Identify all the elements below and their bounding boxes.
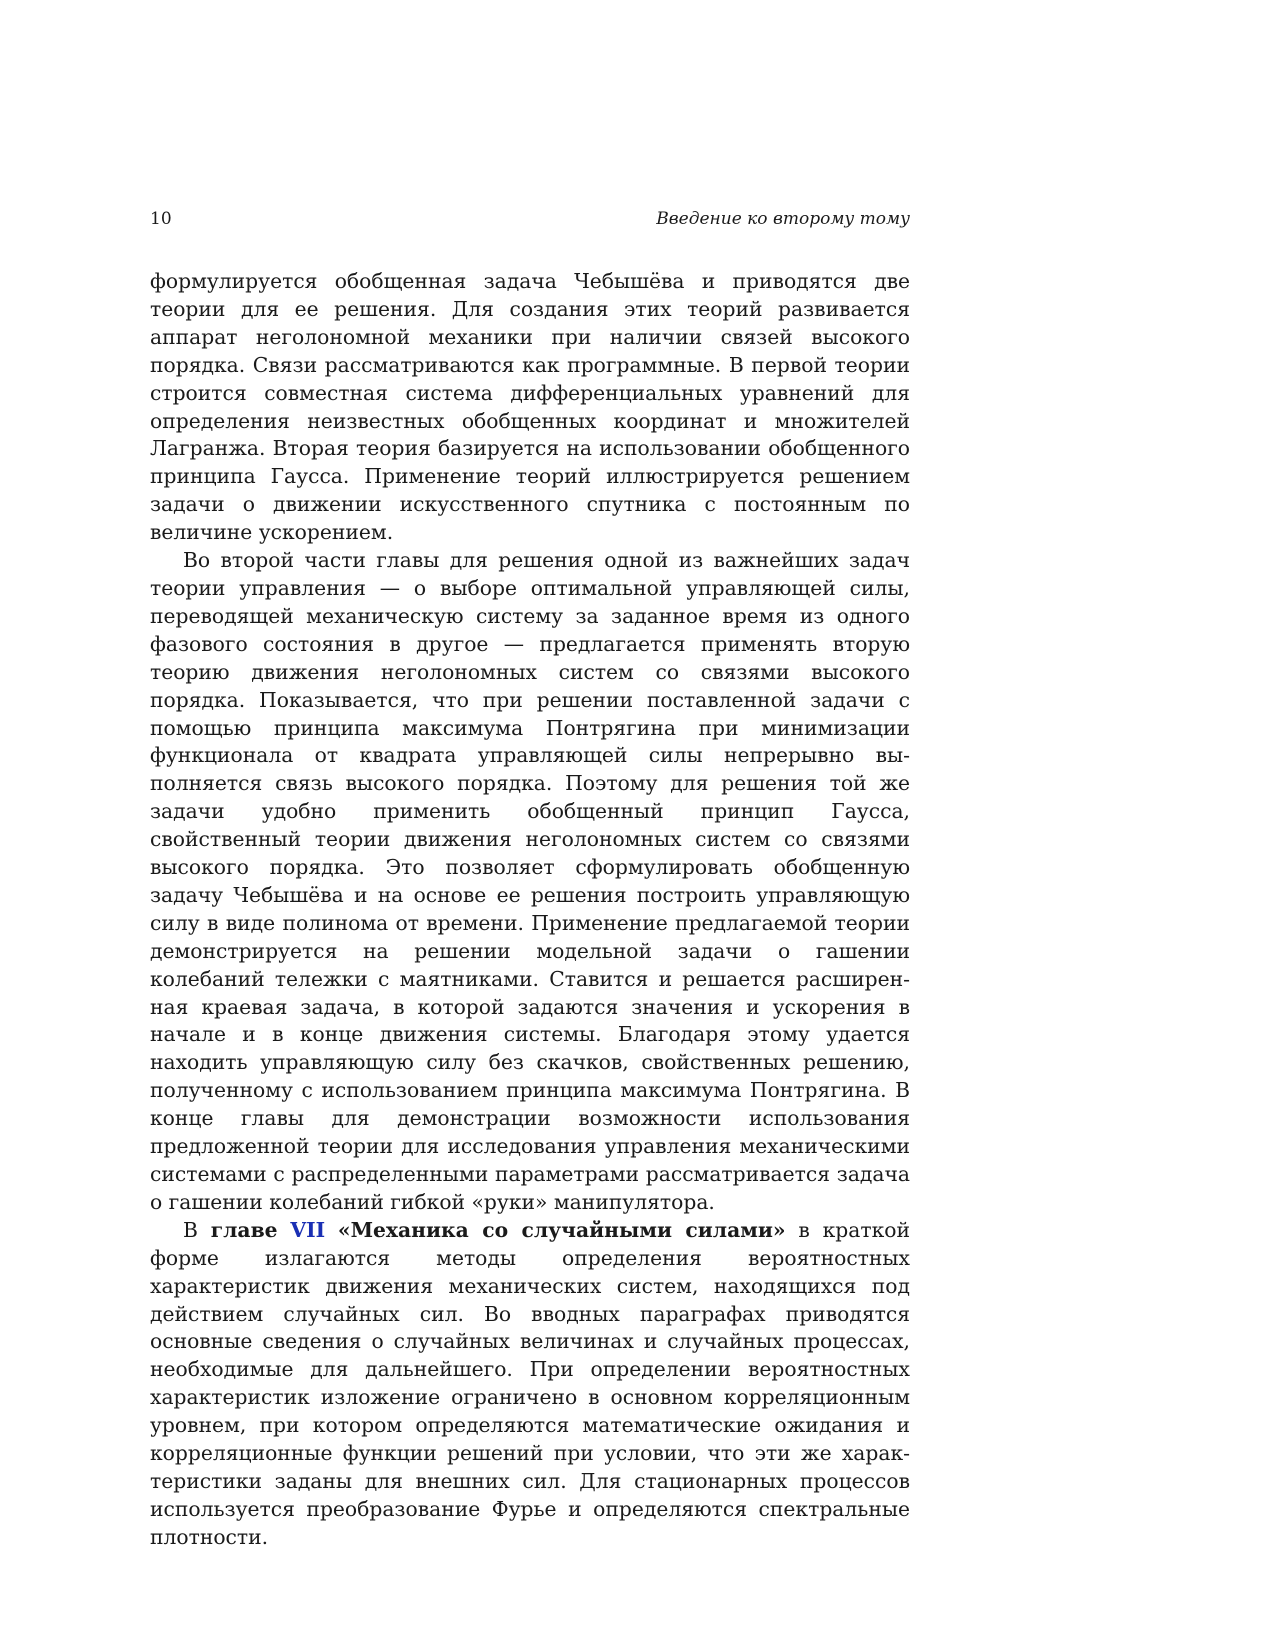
running-head	[150, 204, 910, 234]
paragraph-3	[150, 1217, 910, 1552]
chapter-word: главе	[210, 1217, 278, 1242]
running-title: Введение ко второму тому	[656, 209, 910, 229]
chapter-title: «Механика со случайными силами»	[337, 1217, 786, 1242]
page-number: 10	[150, 209, 172, 229]
paragraph-1: формулируется обобщенная задача Чебышёва и приводятся две теории для ее решения. Для создания этих теорий развивается аппарат неголономной механики при наличии связей высокого порядка. Связи рассматриваются как программные. В первой теории строится совместная система дифференциальных уравнений для определения неизвестных обобщенных координат и множителей Лагранжа. Вторая теория базируется на использовании обобщенного принципа Гаусса. Применение теорий иллюстрируется решением задачи о движении искусственного спутника с постоянным по величине ускорением.	[150, 269, 910, 545]
page	[150, 204, 910, 1552]
paragraph-2: Во второй части главы для решения одной из важнейших задач теории управления — о выборе оптимальной управляющей силы, переводящей механическую систему за заданное время из одного фазового состояния в другое — предлагается применять вторую теорию движения неголономных систем со связями высокого порядка. Показывается, что при решении поставленной задачи с помощью принципа максимума Понтрягина при минимизации функционала от квадрата управляющей силы непрерывно выполняется связь высокого порядка. Поэтому для решения той же задачи удобно применить обобщенный принцип Гаусса, свойственный теории движения неголономных систем со связями высокого порядка. Это позволяет сформулировать обобщенную задачу Чебышёва и на основе ее решения построить управляющую силу в виде полинома от времени. Применение предлагаемой теории демонстрируется на решении модельной задачи о гашении колебаний тележки с маятниками. Ставится и решается расширенная краевая задача, в которой задаются значения и ускорения в начале и в конце движения системы. Благодаря этому удается находить управляющую силу без скачков, свойственных решению, полученному с использованием принципа максимума Понтрягина. В конце главы для демонстрации возможности использования предложенной теории для исследования управления механическими системами с распределенными параметрами рассматривается задача о гашении колебаний гибкой «руки» манипулятора.	[150, 548, 910, 1214]
body-text	[150, 268, 910, 1552]
paragraph-3-text: в краткой форме излагаются методы определения вероятностных характеристик движения механических систем, находящихся под действием случайных сил. Во вводных параграфах приводятся основные сведения о случайных величинах и случайных процессах, необходимые для дальнейшего. При определении вероятностных характеристик изложение ограничено в основном корреляционным уровнем, при котором определяются математические ожидания и корреляционные функции решений при условии, что эти же характеристики заданы для внешних сил. Для стационарных процессов используется преобразование Фурье и определяются спектральные плотности.	[150, 1217, 910, 1549]
chapter-link[interactable]: VII	[290, 1217, 326, 1242]
paragraph-3-lead: В	[183, 1217, 198, 1242]
